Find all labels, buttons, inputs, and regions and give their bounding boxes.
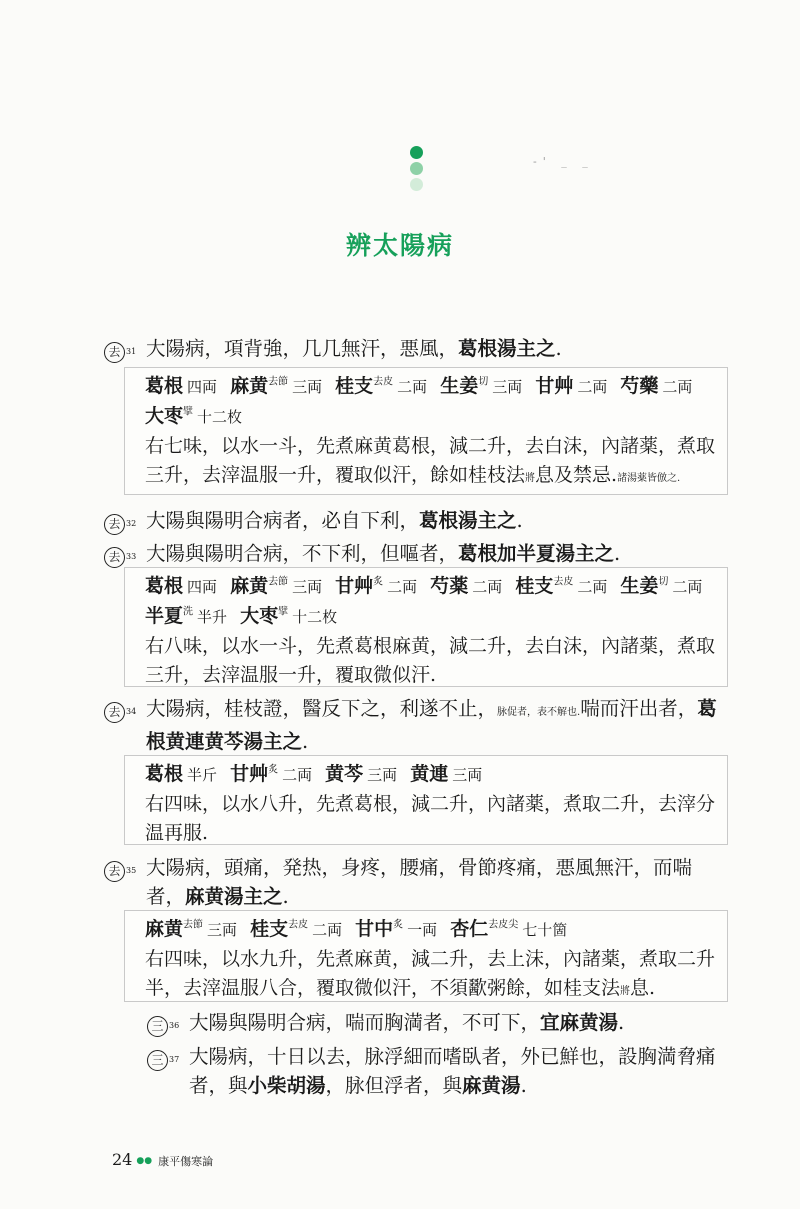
clause-number: 34: [126, 707, 137, 716]
herb-name: 杏仁: [450, 918, 489, 940]
herb-qty: 二両: [282, 766, 313, 784]
formula-name: 葛根加半夏湯主之: [458, 542, 615, 565]
herb-name: 芍薬: [430, 575, 469, 597]
herb-name: 甘艸: [335, 575, 374, 597]
herb-note: 去皮: [553, 576, 574, 588]
herb-name: 葛根: [145, 375, 184, 397]
herb-note: 切: [478, 376, 489, 388]
herb-qty: 二両: [577, 578, 608, 596]
herb-note: 炙: [393, 919, 404, 931]
herb-qty: 七十箇: [522, 921, 568, 939]
clause-number: 35: [126, 866, 137, 875]
clause-badge: 去: [104, 342, 125, 363]
clause-text: 大陽病，桂枝證，醫反下之，利遂不止，: [146, 697, 498, 720]
ingredient: [410, 763, 489, 785]
clause-31: [104, 334, 730, 363]
herb-note: 擘: [278, 606, 289, 618]
clause-number: 32: [126, 519, 137, 528]
ingredient: [145, 575, 224, 597]
clause-33: [104, 539, 730, 568]
formula-name: 小柴胡湯: [247, 1074, 326, 1097]
preparation-method: [145, 432, 719, 493]
clause-badge: 去: [104, 702, 125, 723]
clause-end: .: [282, 885, 289, 908]
herb-note: 去節: [268, 576, 289, 588]
ingredient: [335, 575, 424, 597]
herb-qty: 二両: [672, 578, 703, 596]
clause-end: .: [520, 1074, 527, 1097]
herb-note: 去皮: [373, 376, 394, 388]
ingredient: [620, 375, 699, 397]
herb-qty: 二両: [472, 578, 503, 596]
formula-name: 宜麻黄湯: [540, 1011, 619, 1034]
method-text: 右四味，以水九升，先煮麻黄，減二升，去上沫，內諸薬，煮取二升半，去滓温服八合，覆取微似汗，不須歠粥餘，如桂支法: [145, 948, 716, 999]
herb-name: 黄芩: [325, 763, 364, 785]
herb-qty: 四両: [187, 378, 218, 396]
method-tail: 息.: [630, 977, 656, 999]
herb-name: 芍藥: [620, 375, 659, 397]
clause-end: .: [555, 337, 562, 360]
method-note: 將: [525, 473, 536, 484]
print-specks: -' _ _: [533, 155, 594, 168]
ornament-dot-light: [410, 178, 423, 191]
ingredient-list: [145, 372, 719, 432]
herb-qty: 四両: [187, 578, 218, 596]
ingredient: [145, 605, 234, 627]
herb-name: 桂支: [250, 918, 289, 940]
clause-text: 大陽與陽明合病，喘而胸満者，不可下，: [189, 1011, 541, 1034]
herb-note: 去皮: [288, 919, 309, 931]
chapter-ornament: [408, 146, 424, 194]
clause-note: 脉促者，表不解也.: [497, 707, 581, 718]
herb-name: 麻黄: [230, 375, 269, 397]
herb-name: 葛根: [145, 763, 184, 785]
formula-name: 葛根湯主之: [419, 509, 517, 532]
clause-number: 33: [126, 552, 137, 561]
herb-name: 麻黄: [145, 918, 184, 940]
ingredient-list: [145, 572, 719, 632]
formula-box-2: [124, 567, 728, 687]
clause-number: 31: [126, 347, 137, 356]
herb-qty: 三両: [292, 578, 323, 596]
clause-37: [147, 1042, 730, 1100]
preparation-method: 右四味，以水八升，先煮葛根，減二升，內諸薬，煮取二升，去滓分温再服.: [145, 793, 716, 844]
herb-note: 切: [658, 576, 669, 588]
method-text: 右七味，以水一斗，先煮麻黄葛根，減二升，去白沫，內諸薬，煮取三升，去滓温服一升，覆取似汗，餘如桂枝法: [145, 435, 716, 486]
formula-name: 麻黄湯主之: [185, 885, 283, 908]
ingredient: [430, 575, 509, 597]
ingredient: [250, 918, 349, 940]
ornament-dot-dark: [410, 146, 423, 159]
clause-36: [147, 1008, 730, 1037]
herb-name: 黄連: [410, 763, 449, 785]
herb-name: 桂支: [335, 375, 374, 397]
clause-end: .: [516, 509, 523, 532]
clause-badge: 去: [104, 861, 125, 882]
herb-qty: 十二枚: [292, 608, 338, 626]
herb-name: 生姜: [440, 375, 479, 397]
herb-qty: 三両: [452, 766, 483, 784]
herb-name: 甘中: [355, 918, 394, 940]
ingredient: [335, 375, 434, 397]
herb-qty: 三両: [367, 766, 398, 784]
page-number: 24: [112, 1150, 133, 1169]
ingredient-list: [145, 915, 719, 945]
formula-box-3: [124, 755, 728, 845]
ingredient: [450, 918, 574, 940]
herb-note: 炙: [373, 576, 384, 588]
ingredient: [515, 575, 614, 597]
herb-qty: 一両: [407, 921, 438, 939]
ingredient: [620, 575, 709, 597]
herb-name: 大枣: [240, 605, 279, 627]
formula-name-2: 麻黄湯: [462, 1074, 521, 1097]
herb-note: 洗: [183, 606, 194, 618]
herb-name: 桂支: [515, 575, 554, 597]
ingredient: [145, 763, 224, 785]
herb-qty: 二両: [577, 378, 608, 396]
clause-badge: 三: [147, 1050, 168, 1071]
clause-number: 37: [169, 1055, 180, 1064]
herb-name: 半夏: [145, 605, 184, 627]
ingredient: [230, 763, 319, 785]
herb-qty: 十二枚: [197, 408, 243, 426]
ingredient-list: [145, 760, 719, 790]
clause-text: 大陽病，頭痛，発热，身疼，腰痛，骨節疼痛，悪風無汗，而喘者，: [146, 856, 693, 908]
chapter-title: 辨太陽病: [345, 231, 454, 260]
herb-qty: 三両: [207, 921, 238, 939]
ingredient: [325, 763, 404, 785]
herb-qty: 半升: [197, 608, 228, 626]
preparation-method: [145, 945, 719, 1006]
herb-name: 葛根: [145, 575, 184, 597]
ingredient: [230, 375, 329, 397]
clause-32: [104, 506, 730, 535]
herb-note: 去節: [183, 919, 204, 931]
book-title: 康平傷寒論: [158, 1155, 214, 1168]
clause-badge: 去: [104, 547, 125, 568]
clause-end: .: [302, 730, 309, 753]
ingredient: [230, 575, 329, 597]
clause-35: [104, 853, 730, 911]
herb-qty: 二両: [662, 378, 693, 396]
ingredient: [355, 918, 444, 940]
clause-text: 大陽病，項背強，几几無汗，悪風，: [146, 337, 459, 360]
method-note: 將: [620, 986, 631, 997]
clause-badge: 去: [104, 514, 125, 535]
clause-end: .: [618, 1011, 625, 1034]
formula-name: 葛根湯主之: [458, 337, 556, 360]
formula-name: 葛根黄連黄芩湯主之: [146, 697, 717, 753]
herb-qty: 二両: [387, 578, 418, 596]
ingredient: [145, 918, 244, 940]
herb-qty: 三両: [492, 378, 523, 396]
ingredient: [535, 375, 614, 397]
clause-34: [104, 694, 730, 756]
ingredient: [240, 605, 344, 627]
herb-note: 炙: [268, 764, 279, 776]
herb-name: 生姜: [620, 575, 659, 597]
clause-text-2: ，脉但浮者，與: [325, 1074, 463, 1097]
herb-name: 甘艸: [230, 763, 269, 785]
herb-note: 去節: [268, 376, 289, 388]
clause-text: 大陽病，十日以去，脉浮細而嗜臥者，外已鮮也，設胸満脅痛者，與: [189, 1045, 716, 1097]
ornament-dot-mid: [410, 162, 423, 175]
herb-note: 擘: [183, 406, 194, 418]
herb-note: 去皮尖: [488, 919, 519, 931]
formula-box-1: [124, 367, 728, 495]
clause-text-2: 喘而汗出者，: [580, 697, 698, 720]
ingredient: [145, 375, 224, 397]
clause-number: 36: [169, 1021, 180, 1030]
ingredient: [440, 375, 529, 397]
herb-name: 甘艸: [535, 375, 574, 397]
footer-dots-icon: ●●: [136, 1155, 153, 1166]
method-note: 諸湯薬皆倣之.: [617, 473, 681, 484]
herb-qty: 二両: [312, 921, 343, 939]
page-footer: [112, 1150, 213, 1169]
herb-name: 大枣: [145, 405, 184, 427]
clause-badge: 三: [147, 1016, 168, 1037]
preparation-method: 右八味，以水一斗，先煮葛根麻黄，減二升，去白沫，內諸薬，煮取三升，去滓温服一升，覆取微似汗.: [145, 635, 716, 686]
clause-text: 大陽與陽明合病者，必自下利，: [146, 509, 420, 532]
ingredient: [145, 405, 249, 427]
method-tail: 息及禁忌.: [535, 464, 618, 486]
herb-qty: 半斤: [187, 766, 218, 784]
clause-end: .: [614, 542, 621, 565]
formula-box-4: [124, 910, 728, 1002]
herb-name: 麻黄: [230, 575, 269, 597]
herb-qty: 二両: [397, 378, 428, 396]
clause-text: 大陽與陽明合病，不下利，但嘔者，: [146, 542, 459, 565]
herb-qty: 三両: [292, 378, 323, 396]
